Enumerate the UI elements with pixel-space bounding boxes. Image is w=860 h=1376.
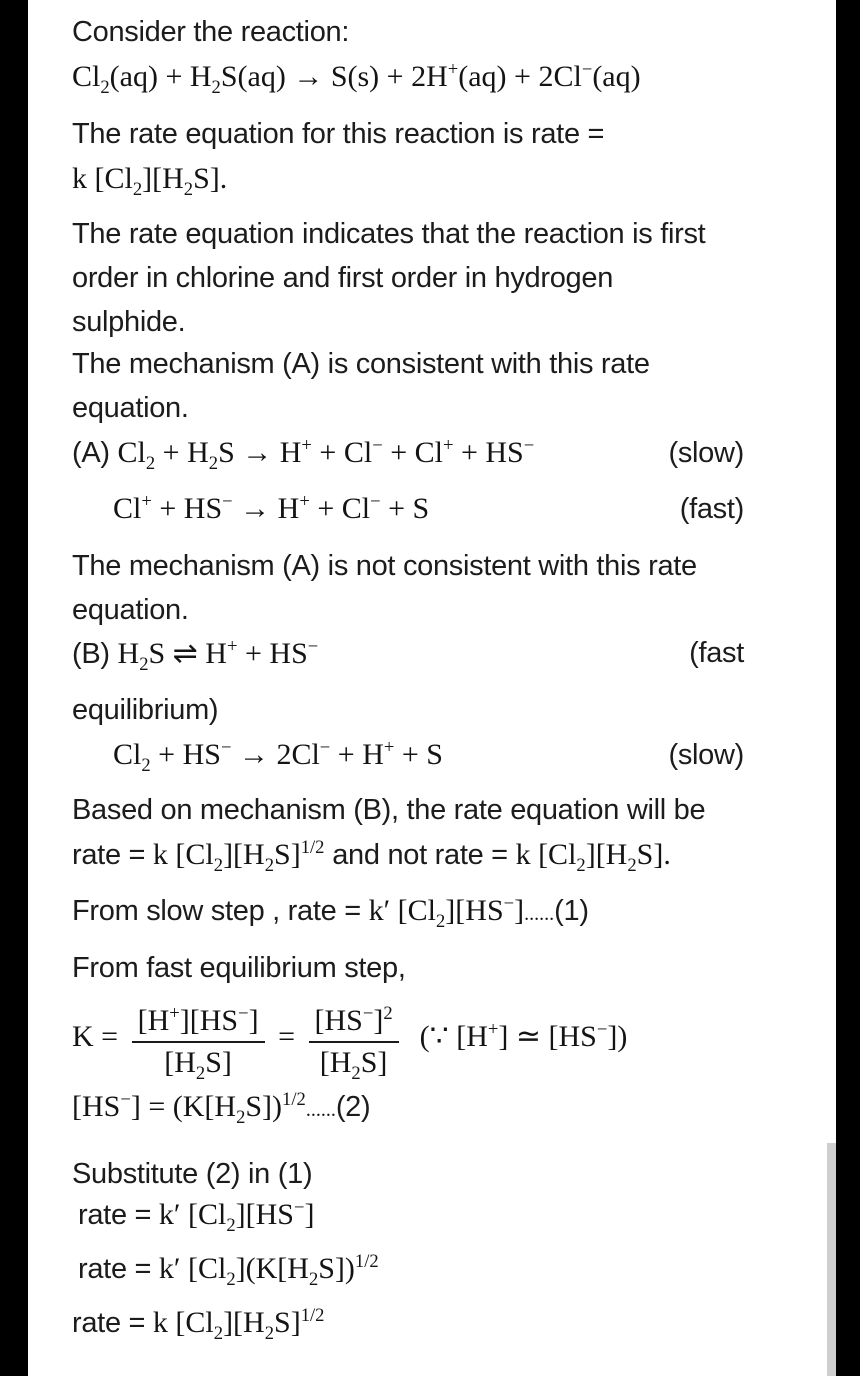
fraction: $\frac{[HS^-]^2}{[H_2S]}$ xyxy=(309,1004,399,1080)
equation-mechanism-a-step1-speed-label: (slow) xyxy=(668,436,744,469)
equation-equilibrium-constant-body: K = $\frac{[H^+][HS^-]}{[H_2S]}$ = $\frac{[HS^-]^2}{[H_2S]}$ (∵ [H+] ≃ [HS−]) xyxy=(72,1003,628,1084)
equation-from-slow-step xyxy=(72,893,744,932)
equation-rate-step-2 xyxy=(78,1251,744,1290)
text-mechanism-a-consistent-1 xyxy=(72,348,744,381)
equation-mechanism-a-step1 xyxy=(72,435,744,474)
equation-rate-step-2-body: rate = k′ $[Cl_2](K[H_2S])^{1/2}$ xyxy=(78,1251,379,1290)
text-mechanism-a-consistent-2 xyxy=(72,392,744,425)
solution-content xyxy=(28,0,836,1376)
letterbox-left xyxy=(0,0,28,1376)
equation-mechanism-b-step2 xyxy=(113,737,744,776)
equation-overall-reaction xyxy=(72,59,744,98)
text-from-fast-equilibrium-body: From fast equilibrium step, xyxy=(72,952,406,984)
equation-from-slow-step-body: From slow step , rate = k′ $[Cl_2][HS^-]......(1)$ xyxy=(72,893,589,932)
text-order-3 xyxy=(72,306,744,339)
equation-mechanism-b-step2-speed-label: (slow) xyxy=(668,738,744,771)
text-order-1-body: The rate equation indicates that the reaction is first xyxy=(72,218,706,250)
scrollbar-thumb[interactable] xyxy=(827,1143,836,1376)
text-mechanism-a-not-consistent-1 xyxy=(72,550,744,583)
equation-rate-final-body: rate = k $[Cl_2][H_2S]^{1/2}$ xyxy=(72,1305,325,1344)
equation-equilibrium-constant xyxy=(72,996,744,1088)
text-consider-reaction-body: Consider the reaction: xyxy=(72,16,350,48)
equation-rate-step-1 xyxy=(78,1197,744,1236)
equation-rate-k-body: k $[Cl_2][H_2S]$. xyxy=(72,162,228,200)
text-substitute xyxy=(72,1158,744,1191)
text-rate-equation-intro xyxy=(72,118,744,151)
equation-mechanism-a-step2-speed-label: (fast) xyxy=(679,492,744,525)
text-based-on-mechanism-b-body: Based on mechanism (B), the rate equation will be xyxy=(72,794,706,826)
text-mechanism-a-consistent-1-body: The mechanism (A) is consistent with this rate xyxy=(72,348,650,380)
equation-mechanism-a-step2-body: Cl+ + HS− → H+ + Cl− + S xyxy=(113,491,430,525)
equation-mechanism-b-step1 xyxy=(72,636,744,675)
text-mechanism-a-not-consistent-2 xyxy=(72,594,744,627)
letterbox-right xyxy=(836,0,860,1376)
equation-mechanism-a-step1-body: (A) $Cl_2 + H_2S \to H^+ + Cl^- + Cl^+ + HS^-$ xyxy=(72,435,535,474)
text-from-fast-equilibrium xyxy=(72,952,744,985)
equation-rate-step-1-body: rate = k′ $[Cl_2][HS^-]$ xyxy=(78,1197,315,1236)
text-order-3-body: sulphide. xyxy=(72,306,186,338)
equation-rate-final xyxy=(72,1305,744,1344)
text-substitute-body: Substitute (2) in (1) xyxy=(72,1158,313,1190)
equation-overall-reaction-body: $Cl_2(aq) + H_2S(aq) \to S(s) + 2H^+(aq) + 2Cl^-(aq)$ xyxy=(72,59,641,98)
text-based-on-mechanism-b xyxy=(72,794,744,827)
text-equilibrium-continuation-body: equilibrium) xyxy=(72,694,219,726)
equation-rate-k xyxy=(72,162,744,200)
equation-rate-comparison-body: rate = k $[Cl_2][H_2S]^{1/2}$ and not rate = k $[Cl_2][H_2S]$. xyxy=(72,837,671,876)
equation-hs-concentration xyxy=(72,1089,744,1128)
text-order-1 xyxy=(72,218,744,251)
text-mechanism-a-not-consistent-1-body: The mechanism (A) is not consistent with this rate xyxy=(72,550,697,582)
text-mechanism-a-consistent-2-body: equation. xyxy=(72,392,189,424)
equation-mechanism-a-step2 xyxy=(113,492,744,526)
text-order-2 xyxy=(72,262,744,295)
equation-rate-comparison xyxy=(72,837,744,876)
equation-hs-concentration-body: $[HS^-] = (K[H_2S])^{1/2}......(2)$ xyxy=(72,1089,371,1128)
text-order-2-body: order in chlorine and first order in hydrogen xyxy=(72,262,614,294)
fraction: $\frac{[H^+][HS^-]}{[H_2S]}$ xyxy=(132,1004,265,1080)
text-mechanism-a-not-consistent-2-body: equation. xyxy=(72,594,189,626)
equation-mechanism-b-step1-body: (B) $H_2S$ ⇌ H+ + HS− xyxy=(72,636,319,675)
text-rate-equation-intro-body: The rate equation for this reaction is rate = xyxy=(72,118,605,150)
equation-mechanism-b-step2-body: $Cl_2 + HS^- \to 2Cl^- + H^+ + S$ xyxy=(113,737,443,776)
text-equilibrium-continuation xyxy=(72,694,744,727)
equation-mechanism-b-step1-speed-label: (fast xyxy=(689,637,744,669)
text-consider-reaction xyxy=(72,16,744,49)
